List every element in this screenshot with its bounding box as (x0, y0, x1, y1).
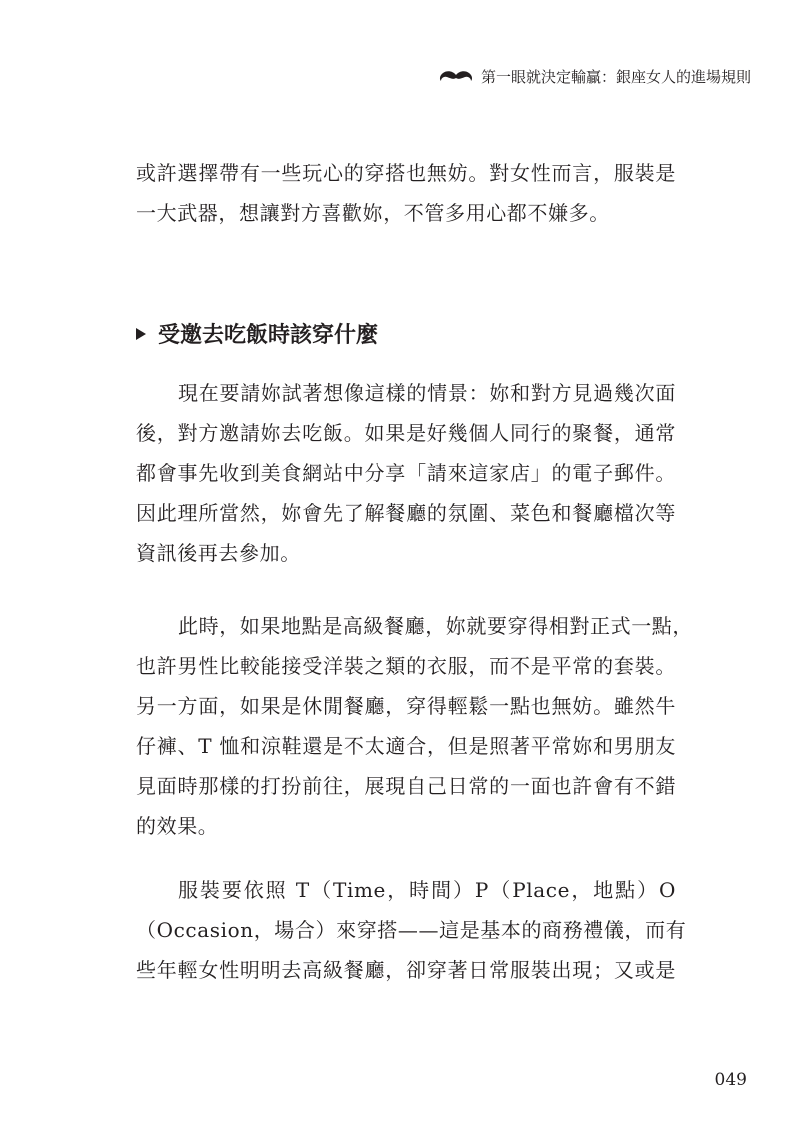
text-line: 後，對方邀請妳去吃飯。如果是好幾個人同行的聚餐，通常 (136, 421, 676, 445)
text-line: 些年輕女性明明去高級餐廳，卻穿著日常服裝出現；又或是 (136, 958, 676, 982)
paragraph-1 (136, 373, 676, 573)
paragraph-3 (136, 870, 687, 990)
text-line: 此時，如果地點是高級餐廳，妳就要穿得相對正式一點， (178, 614, 693, 638)
running-head-title: 第一眼就決定輸贏：銀座女人的進場規則 (480, 68, 751, 86)
intro-paragraph (136, 153, 676, 233)
text-line: 見面時那樣的打扮前往，展現自己日常的一面也許會有不錯 (136, 774, 676, 798)
triangle-icon (136, 328, 146, 340)
text-line: 仔褲、T 恤和涼鞋還是不太適合，但是照著平常妳和男朋友 (136, 734, 676, 758)
text-line: 現在要請妳試著想像這樣的情景：妳和對方見過幾次面 (178, 381, 676, 405)
text-line: 因此理所當然，妳會先了解餐廳的氛圍、菜色和餐廳檔次等 (136, 501, 676, 525)
text-line: 都會事先收到美食網站中分享「請來這家店」的電子郵件。 (136, 461, 676, 485)
text-line: 一大武器，想讓對方喜歡妳，不管多用心都不嫌多。 (136, 201, 610, 225)
section-heading (136, 318, 378, 349)
text-line: 或許選擇帶有一些玩心的穿搭也無妨。對女性而言，服裝是 (136, 161, 676, 185)
page-number: 049 (714, 1070, 747, 1090)
text-line: 資訊後再去參加。 (136, 541, 301, 565)
running-head (439, 66, 751, 87)
paragraph-2 (136, 606, 693, 846)
section-heading-text: 受邀去吃飯時該穿什麼 (158, 323, 379, 348)
text-line: 另一方面，如果是休閒餐廳，穿得輕鬆一點也無妨。雖然牛 (136, 694, 676, 718)
text-line: 的效果。 (136, 814, 219, 838)
mustache-icon (439, 70, 473, 84)
text-line: （Occasion，場合）來穿搭——這是基本的商務禮儀，而有 (136, 918, 687, 942)
text-line: 服裝要依照 T（Time，時間）P（Place，地點）O (178, 878, 676, 902)
text-line: 也許男性比較能接受洋裝之類的衣服，而不是平常的套裝。 (136, 654, 676, 678)
